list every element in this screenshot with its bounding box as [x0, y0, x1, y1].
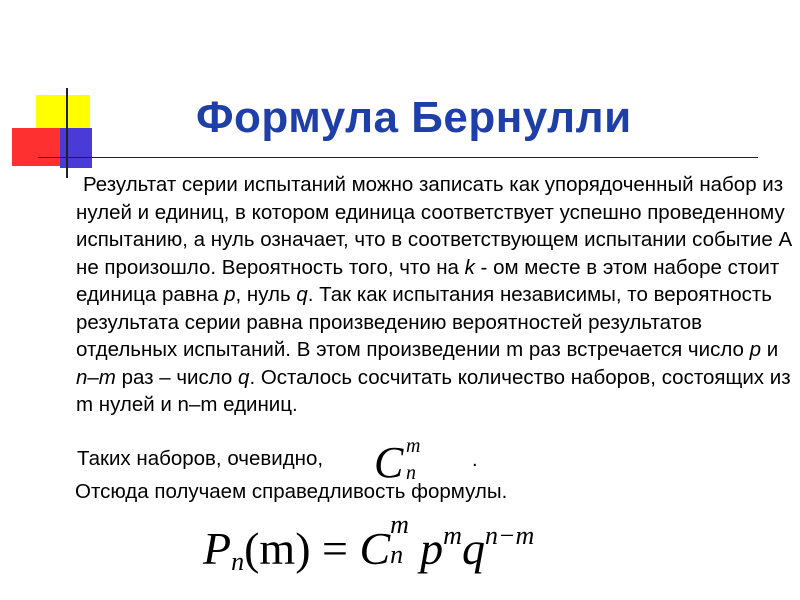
var-p-2: p	[749, 338, 762, 361]
para-text-7: . Осталось сосчитать количество наборов, состоящих из m нулей и n–m единиц.	[76, 365, 791, 416]
slide-title: Формула Бернулли	[196, 93, 632, 142]
comb-sup-m: m	[406, 435, 421, 457]
main-paragraph	[76, 171, 800, 419]
formula-p-sup: m	[443, 521, 462, 550]
var-q: q	[296, 283, 308, 306]
var-q-2: q	[238, 365, 250, 389]
sets-count-line: Таких наборов, очевидно,	[77, 447, 324, 470]
hence-line: Отсюда получаем справедливость формулы.	[75, 480, 508, 503]
formula-C: C	[359, 523, 391, 574]
logo-vertical-line	[66, 88, 68, 178]
logo-blue-square	[60, 128, 92, 168]
formula-P-sub: n	[231, 547, 245, 576]
formula-C-sub: n	[390, 540, 404, 569]
para-text-2: - ом месте в этом наборе стоит единица равна	[76, 255, 780, 306]
title-underline	[38, 157, 758, 158]
para-text-4: . Так как испытания независимы, то вероятность результата серии равна произведению вероятностей результатов отдельных испытаний. В этом произведении m раз встречается число	[76, 283, 772, 361]
bernoulli-formula	[203, 510, 535, 576]
formula-p: p	[420, 523, 444, 574]
sets-line-period: .	[472, 449, 478, 471]
var-k: k	[464, 255, 475, 279]
comb-sub-n: n	[406, 462, 416, 484]
logo-red-square	[12, 128, 62, 166]
para-text-6: раз – число	[115, 365, 239, 389]
para-text-1: Результат серии испытаний можно записать как упорядоченный набор из нулей и единиц, в котором единица соответствует успешно проведенному испытанию, а нуль означает, что в соответствующем испытании событие А не произошло. Вероятность того, что на	[76, 173, 793, 279]
var-p: p	[224, 283, 236, 306]
formula-arg: (m) =	[244, 523, 360, 574]
comb-C: C	[374, 438, 404, 487]
formula-C-sup: m	[390, 510, 409, 539]
formula-q: q	[461, 523, 485, 574]
formula-q-sup: n−m	[484, 521, 535, 550]
formula-P: P	[203, 523, 232, 574]
slide-logo	[0, 0, 140, 180]
formula-C-indices	[390, 510, 420, 569]
var-n-minus-m: n–m	[76, 365, 116, 389]
para-text-3: , нуль	[235, 283, 297, 306]
para-text-5: и	[761, 338, 779, 361]
